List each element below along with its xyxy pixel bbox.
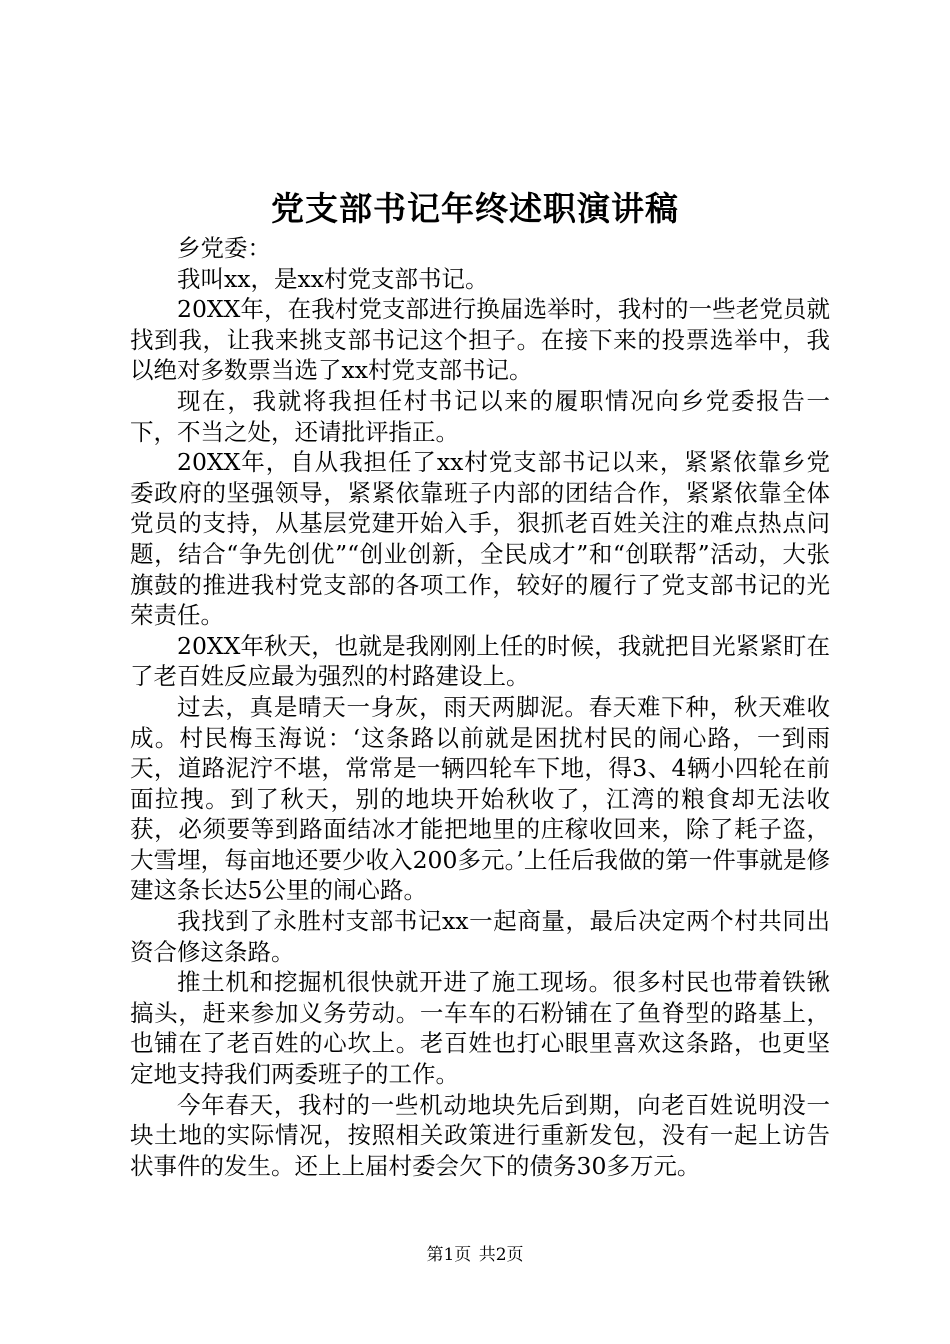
document-title: 党支部书记年终述职演讲稿 [271, 189, 679, 228]
paragraph-work-summary: 20XX年，自从我担任了xx村党支部书记以来，紧紧依靠乡党委政府的坚强领导，紧紧依靠班子内部的团结合作，紧紧依靠全体党员的支持，从基层党建开始入手，狠抓老百姓关注的难点热点问题，结合“争先创优”“创业创新，全民成才”和“创联帮”活动，大张旗鼓的推进我村党支部的各项工作，较好的履行了党支部书记的光荣责任。 [130, 448, 830, 630]
paragraph-cooperation: 我找到了永胜村支部书记xx一起商量，最后决定两个村共同出资合修这条路。 [130, 907, 830, 966]
paragraph-land-contract: 今年春天，我村的一些机动地块先后到期，向老百姓说明没一块土地的实际情况，按照相关政策进行重新发包，没有一起上访告状事件的发生。还上上届村委会欠下的债务30多万元。 [130, 1090, 830, 1180]
paragraph-introduction: 我叫xx，是xx村党支部书记。 [177, 264, 489, 293]
paragraph-salutation: 乡党委： [177, 234, 271, 262]
document-body [130, 233, 830, 1181]
paragraph-road-history: 过去，真是晴天一身灰，雨天两脚泥。春天难下种，秋天难收成。村民梅玉海说：‘这条路以前就是困扰村民的闹心路，一到雨天，道路泥泞不堪，常常是一辆四轮车下地，得3、4辆小四轮在前面拉拽。到了秋天，别的地块开始秋收了，江湾的粮食却无法收获，必须要等到路面结冰才能把地里的庄稼收回来，除了耗子盗，大雪埋，每亩地还要少收入200多元。’上任后我做的第一件事就是修建这条长达5公里的闹心路。 [130, 692, 830, 905]
paragraph-election: 20XX年，在我村党支部进行换届选举时，我村的一些老党员就找到我，让我来挑支部书记这个担子。在接下来的投票选举中，我以绝对多数票当选了xx村党支部书记。 [130, 295, 830, 385]
paragraph-construction: 推土机和挖掘机很快就开进了施工现场。很多村民也带着铁锹搞头，赶来参加义务劳动。一车车的石粉铺在了鱼脊型的路基上，也铺在了老百姓的心坎上。老百姓也打心眼里喜欢这条路，也更坚定地支持我们两委班子的工作。 [130, 968, 830, 1089]
paragraph-report-intro: 现在，我就将我担任村书记以来的履职情况向乡党委报告一下，不当之处，还请批评指正。 [130, 386, 830, 446]
paragraph-road-focus: 20XX年秋天，也就是我刚刚上任的时候，我就把目光紧紧盯在了老百姓反应最为强烈的村路建设上。 [130, 631, 830, 691]
page-footer: 第1页 共2页 [426, 1245, 524, 1265]
